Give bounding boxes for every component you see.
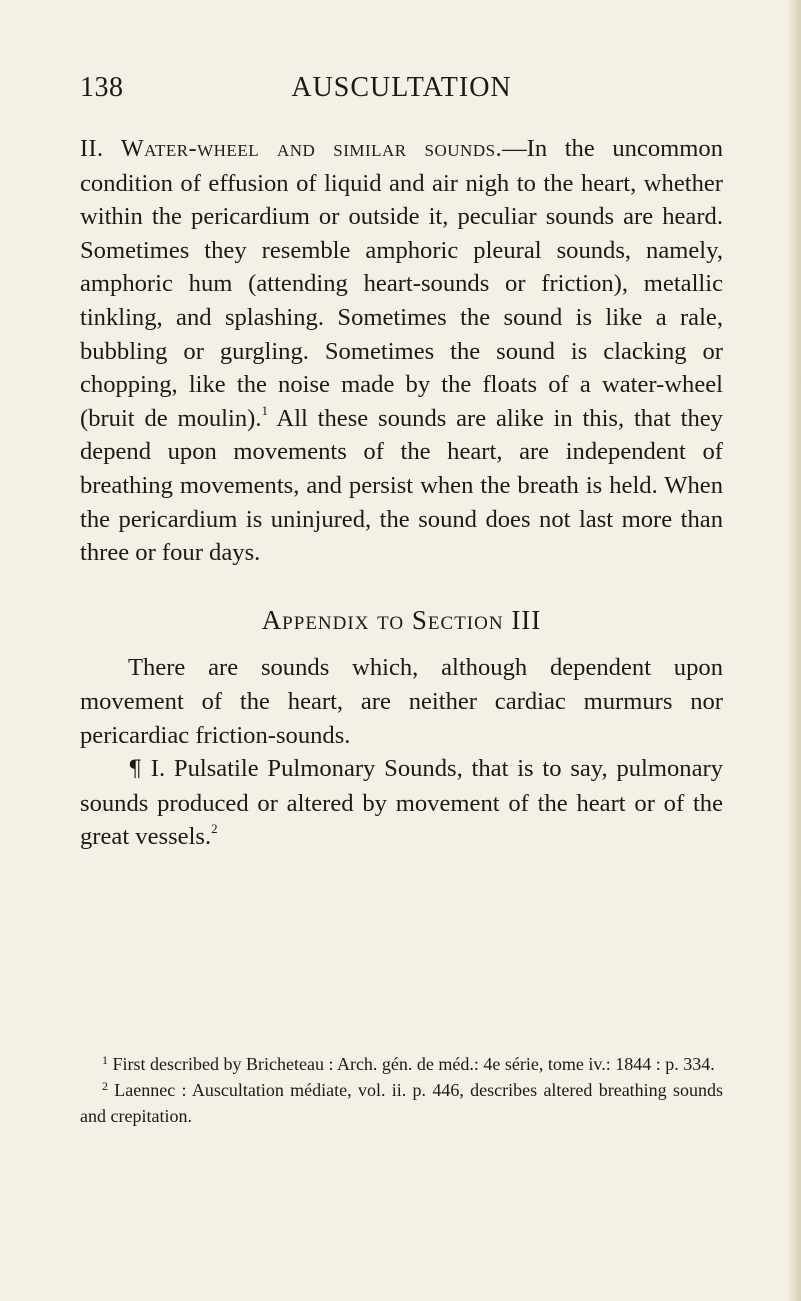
appendix-text-2: I. Pulsatile Pulmonary Sounds, that is to say, pulmonary sounds produced or altered by movement of the heart or of the great vessels. bbox=[80, 755, 723, 851]
footnote-text-1: First described by Bricheteau : Arch. gén. de méd.: 4e série, tome iv.: 1844 : p. 334. bbox=[108, 1054, 715, 1074]
section-text-2: All these sounds are alike in this, that they depend upon movements of the heart, are independent of breathing movements, and persist when the breath is held. When the pericardium is uninjured, the sound does not last more than three or four days. bbox=[80, 404, 723, 567]
footnote-mark-2: 2 bbox=[102, 1079, 108, 1093]
page-header bbox=[80, 72, 723, 112]
section-lead: II. Water-wheel and similar sounds. bbox=[80, 136, 503, 162]
appendix-heading: Appendix to Section III bbox=[261, 604, 542, 635]
pilcrow-icon: ¶ bbox=[128, 757, 142, 783]
appendix-text-1: There are sounds which, although dependent upon movement of the heart, are neither cardiac murmurs nor pericardiac friction-sounds. bbox=[80, 654, 723, 749]
page-number: 138 bbox=[80, 72, 124, 103]
section-text-1: —In the uncommon condition of effusion of liquid and air nigh to the heart, whether within the pericardium or outside it, peculiar sounds are heard. Sometimes they resemble amphoric pleural sounds, namely, amphoric hum (attending heart-sounds or friction), metallic tinkling, and splashing. Sometimes the sound is like a rale, bubbling or gurgling. Sometimes the sound is clacking or chopping, like the noise made by the floats of a water-wheel (bruit de moulin). bbox=[80, 135, 723, 432]
footnote-1 bbox=[80, 1052, 723, 1078]
footnote-mark-1: 1 bbox=[102, 1053, 108, 1067]
footnotes bbox=[80, 1052, 723, 1128]
footnote-2 bbox=[80, 1078, 723, 1128]
page-edge bbox=[787, 0, 801, 1301]
page-body bbox=[80, 132, 723, 854]
footnote-ref-1: 1 bbox=[261, 402, 268, 418]
appendix-paragraph-1 bbox=[80, 651, 723, 752]
appendix-paragraph-2 bbox=[80, 752, 723, 854]
footnote-ref-2: 2 bbox=[211, 821, 218, 837]
section-paragraph bbox=[80, 132, 723, 570]
running-head: AUSCULTATION bbox=[291, 72, 512, 103]
footnote-text-2: Laennec : Auscultation médiate, vol. ii. p. 446, describes altered breathing sounds and crepitation. bbox=[80, 1080, 723, 1126]
